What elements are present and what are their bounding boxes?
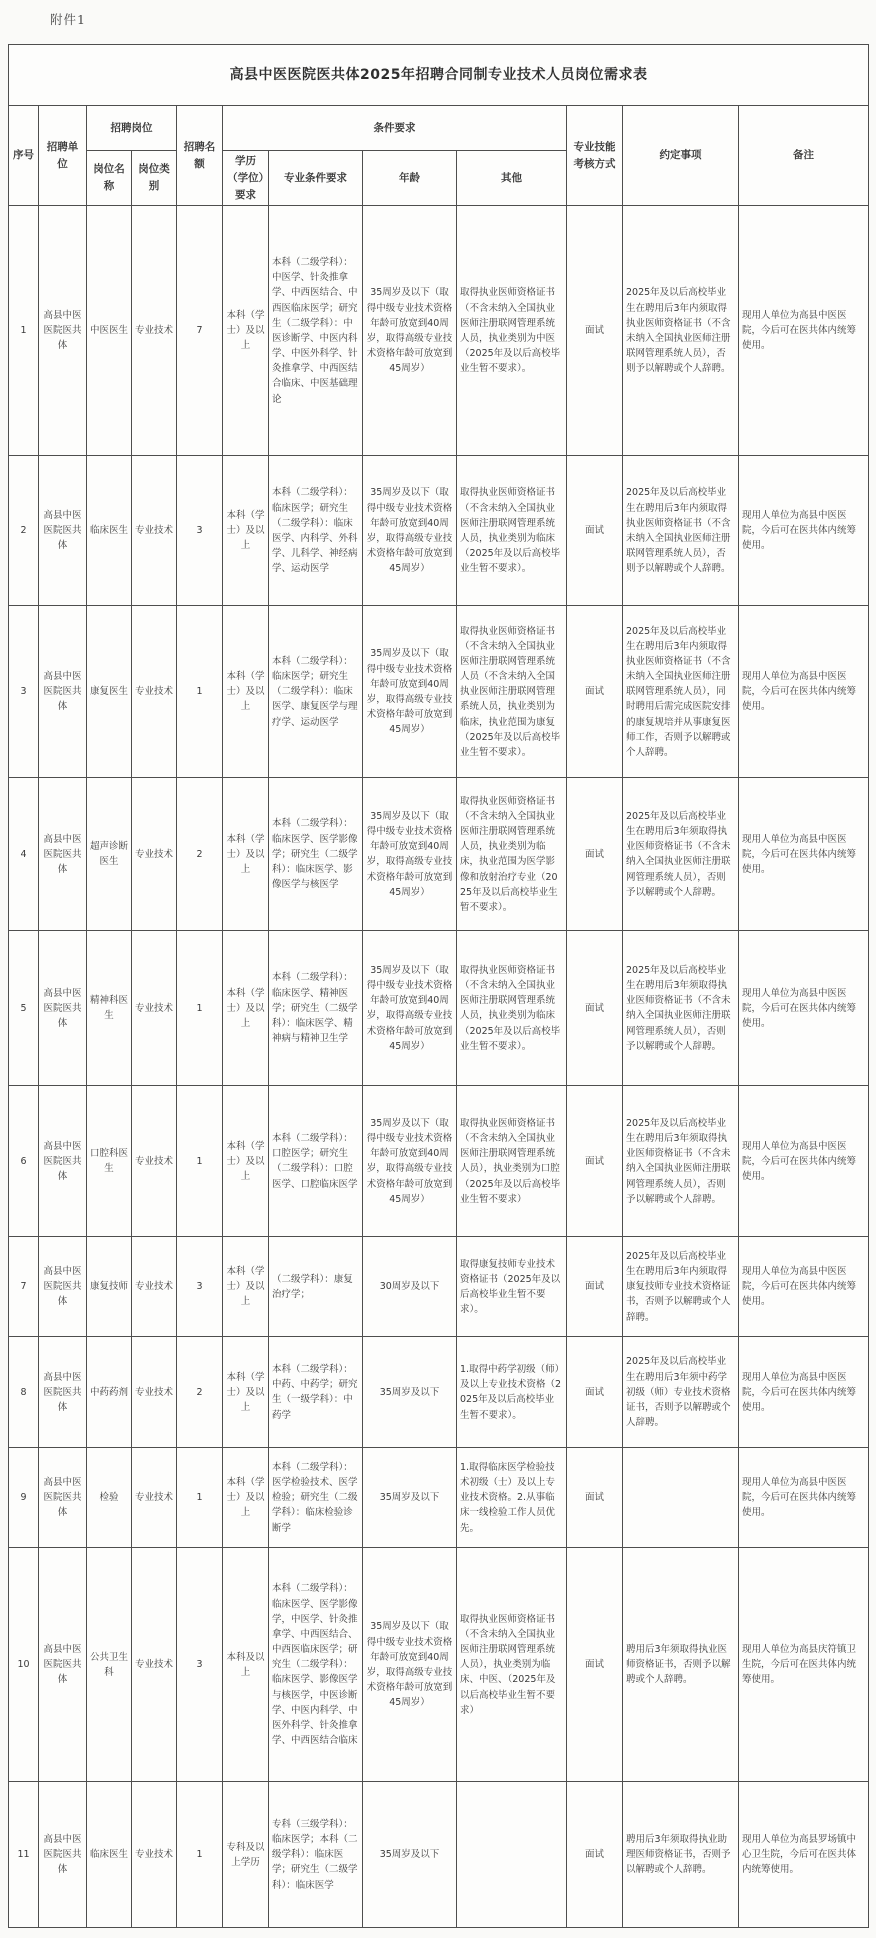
cell-post-name: 康复技师 — [87, 1237, 132, 1337]
header-remark: 备注 — [739, 106, 869, 206]
cell-age: 35周岁及以下（取得中级专业技术资格年龄可放宽到40周岁，取得高级专业技术资格年龄可放宽到45周岁） — [363, 1086, 457, 1237]
cell-major: 本科（二级学科）：临床医学、精神医学；研究生（二级学科）：临床医学、精神病与精神卫生学 — [269, 931, 363, 1086]
cell-agreement: 2025年及以后高校毕业生在聘用后3年须取得执业医师资格证书（不含未纳入全国执业医师注册联网管理系统人员），否则予以解聘或个人辞聘。 — [623, 931, 739, 1086]
cell-post-name: 中医医生 — [87, 206, 132, 456]
cell-quota: 2 — [177, 778, 223, 931]
cell-serial: 11 — [9, 1782, 39, 1928]
table-title: 高县中医医院医共体2025年招聘合同制专业技术人员岗位需求表 — [9, 45, 869, 106]
cell-unit: 高县中医医院医共体 — [39, 1782, 87, 1928]
header-condition-group: 条件要求 — [223, 106, 567, 151]
cell-education: 本科（学士）及以上 — [223, 778, 269, 931]
cell-other: 1.取得临床医学检验技术初级（士）及以上专业技术资格。2.从事临床一线检验工作人员优先。 — [457, 1448, 567, 1548]
cell-other: 取得执业医师资格证书（不含未纳入全国执业医师注册联网管理系统人员），执业类别为口腔（2025年及以后高校毕业生暂不要求） — [457, 1086, 567, 1237]
cell-other: 1.取得中药学初级（师）及以上专业技术资格（2025年及以后高校毕业生暂不要求）。 — [457, 1337, 567, 1448]
cell-education: 专科及以上学历 — [223, 1782, 269, 1928]
cell-age: 35周岁及以下（取得中级专业技术资格年龄可放宽到40周岁，取得高级专业技术资格年龄可放宽到45周岁） — [363, 1548, 457, 1782]
cell-serial: 4 — [9, 778, 39, 931]
cell-assess: 面试 — [567, 1086, 623, 1237]
cell-post-type: 专业技术 — [132, 606, 177, 778]
cell-education: 本科（学士）及以上 — [223, 1237, 269, 1337]
cell-agreement: 聘用后3年须取得执业助理医师资格证书，否则予以解聘或个人辞聘。 — [623, 1782, 739, 1928]
cell-agreement — [623, 1448, 739, 1548]
cell-assess: 面试 — [567, 1548, 623, 1782]
cell-age: 35周岁及以下（取得中级专业技术资格年龄可放宽到40周岁，取得高级专业技术资格年龄可放宽到45周岁） — [363, 778, 457, 931]
cell-remark: 现用人单位为高县中医医院，今后可在医共体内统筹使用。 — [739, 778, 869, 931]
cell-post-name: 中药药剂 — [87, 1337, 132, 1448]
cell-post-type: 专业技术 — [132, 1548, 177, 1782]
header-quota: 招聘名额 — [177, 106, 223, 206]
cell-remark: 现用人单位为高县中医医院，今后可在医共体内统筹使用。 — [739, 1237, 869, 1337]
cell-education: 本科及以上 — [223, 1548, 269, 1782]
header-assess: 专业技能考核方式 — [567, 106, 623, 206]
cell-post-name: 口腔科医生 — [87, 1086, 132, 1237]
cell-remark: 现用人单位为高县中医医院，今后可在医共体内统筹使用。 — [739, 606, 869, 778]
cell-post-name: 临床医生 — [87, 1782, 132, 1928]
recruitment-table — [8, 44, 869, 1928]
table-row — [9, 1086, 869, 1237]
cell-education: 本科（学士）及以上 — [223, 1337, 269, 1448]
table-row — [9, 1448, 869, 1548]
header-group-row — [9, 106, 869, 151]
cell-agreement: 2025年及以后高校毕业生在聘用后3年须取得执业医师资格证书（不含未纳入全国执业医师注册联网管理系统人员），否则予以解聘或个人辞聘。 — [623, 778, 739, 931]
cell-age: 35周岁及以下（取得中级专业技术资格年龄可放宽到40周岁，取得高级专业技术资格年龄可放宽到45周岁） — [363, 206, 457, 456]
header-post-name: 岗位名称 — [87, 151, 132, 206]
cell-education: 本科（学士）及以上 — [223, 1448, 269, 1548]
cell-major: 本科（二级学科）：口腔医学；研究生（二级学科）：口腔医学、口腔临床医学 — [269, 1086, 363, 1237]
cell-post-type: 专业技术 — [132, 1782, 177, 1928]
cell-quota: 3 — [177, 1548, 223, 1782]
cell-post-type: 专业技术 — [132, 1448, 177, 1548]
title-row — [9, 45, 869, 106]
table-body — [9, 206, 869, 1928]
cell-serial: 1 — [9, 206, 39, 456]
cell-quota: 3 — [177, 456, 223, 606]
cell-remark: 现用人单位为高县庆符镇卫生院，今后可在医共体内统筹使用。 — [739, 1548, 869, 1782]
cell-age: 35周岁及以下 — [363, 1448, 457, 1548]
cell-serial: 2 — [9, 456, 39, 606]
cell-agreement: 2025年及以后高校毕业生在聘用后3年内须取得康复技师专业技术资格证书，否则予以解聘或个人辞聘。 — [623, 1237, 739, 1337]
cell-post-name: 临床医生 — [87, 456, 132, 606]
cell-post-name: 康复医生 — [87, 606, 132, 778]
header-education: 学历（学位）要求 — [223, 151, 269, 206]
cell-major: 本科（二级学科）：临床医学；研究生（二级学科）：临床医学、内科学、外科学、儿科学、神经病学、运动医学 — [269, 456, 363, 606]
cell-unit: 高县中医医院医共体 — [39, 1237, 87, 1337]
cell-age: 35周岁及以下（取得中级专业技术资格年龄可放宽到40周岁，取得高级专业技术资格年龄可放宽到45周岁） — [363, 456, 457, 606]
cell-post-type: 专业技术 — [132, 778, 177, 931]
cell-post-name: 超声诊断医生 — [87, 778, 132, 931]
table-row — [9, 206, 869, 456]
cell-assess: 面试 — [567, 778, 623, 931]
cell-other: 取得康复技师专业技术资格证书（2025年及以后高校毕业生暂不要求）。 — [457, 1237, 567, 1337]
cell-post-name: 精神科医生 — [87, 931, 132, 1086]
cell-other — [457, 1782, 567, 1928]
cell-post-type: 专业技术 — [132, 1086, 177, 1237]
cell-major: 本科（二级学科）：临床医学、医学影像学；研究生（二级学科）：临床医学、影像医学与核医学 — [269, 778, 363, 931]
cell-post-type: 专业技术 — [132, 456, 177, 606]
cell-unit: 高县中医医院医共体 — [39, 1548, 87, 1782]
cell-major: 本科（二级学科）：中医学、针灸推拿学、中西医结合、中西医临床医学；研究生（二级学科）：中医诊断学、中医内科学、中医外科学、针灸推拿学、中西医结合临床、中医基础理论 — [269, 206, 363, 456]
cell-serial: 3 — [9, 606, 39, 778]
cell-assess: 面试 — [567, 1337, 623, 1448]
table-row — [9, 1337, 869, 1448]
cell-unit: 高县中医医院医共体 — [39, 1086, 87, 1237]
header-unit: 招聘单位 — [39, 106, 87, 206]
cell-assess: 面试 — [567, 931, 623, 1086]
table-row — [9, 778, 869, 931]
cell-serial: 7 — [9, 1237, 39, 1337]
cell-major: 本科（二级学科）：中药、中药学；研究生（一级学科）：中药学 — [269, 1337, 363, 1448]
cell-quota: 1 — [177, 1782, 223, 1928]
cell-assess: 面试 — [567, 1237, 623, 1337]
cell-remark: 现用人单位为高县中医医院，今后可在医共体内统筹使用。 — [739, 1337, 869, 1448]
header-other: 其他 — [457, 151, 567, 206]
header-post-type: 岗位类别 — [132, 151, 177, 206]
cell-unit: 高县中医医院医共体 — [39, 456, 87, 606]
cell-agreement: 2025年及以后高校毕业生在聘用后3年内须取得执业医师资格证书（不含未纳入全国执业医师注册联网管理系统人员），否则予以解聘或个人辞聘。 — [623, 206, 739, 456]
cell-agreement: 2025年及以后高校毕业生在聘用后3年内须取得执业医师资格证书（不含未纳入全国执业医师注册联网管理系统人员），同时聘用后需完成医院安排的康复规培并从事康复医师工作，否则予以解聘或个人辞聘。 — [623, 606, 739, 778]
cell-major: 本科（二级学科）：临床医学、医学影像学，中医学、针灸推拿学、中西医结合、中西医临床医学；研究生（二级学科）：临床医学、影像医学与核医学，中医诊断学、中医内科学、中医外科学、针灸推拿学、中西医结合临床 — [269, 1548, 363, 1782]
cell-serial: 5 — [9, 931, 39, 1086]
attachment-label: 附件1 — [50, 12, 86, 27]
cell-post-name: 检验 — [87, 1448, 132, 1548]
table-row — [9, 1782, 869, 1928]
header-age: 年龄 — [363, 151, 457, 206]
cell-other: 取得执业医师资格证书（不含未纳入全国执业医师注册联网管理系统人员，执业类别为中医（2025年及以后高校毕业生暂不要求）。 — [457, 206, 567, 456]
cell-remark: 现用人单位为高县中医医院，今后可在医共体内统筹使用。 — [739, 456, 869, 606]
cell-age: 35周岁及以下 — [363, 1337, 457, 1448]
cell-major: 本科（二级学科）：临床医学；研究生（二级学科）：临床医学、康复医学与理疗学、运动医学 — [269, 606, 363, 778]
table-row — [9, 456, 869, 606]
cell-major: 专科（三级学科）：临床医学；本科（二级学科）：临床医学；研究生（二级学科）：临床医学 — [269, 1782, 363, 1928]
cell-remark: 现用人单位为高县中医医院，今后可在医共体内统筹使用。 — [739, 931, 869, 1086]
cell-post-type: 专业技术 — [132, 206, 177, 456]
cell-education: 本科（学士）及以上 — [223, 456, 269, 606]
cell-major: （二级学科）：康复治疗学； — [269, 1237, 363, 1337]
cell-education: 本科（学士）及以上 — [223, 931, 269, 1086]
cell-agreement: 聘用后3年须取得执业医师资格证书，否则予以解聘或个人辞聘。 — [623, 1548, 739, 1782]
cell-post-name: 公共卫生科 — [87, 1548, 132, 1782]
cell-major: 本科（二级学科）：医学检验技术、医学检验；研究生（二级学科）：临床检验诊断学 — [269, 1448, 363, 1548]
cell-serial: 6 — [9, 1086, 39, 1237]
cell-serial: 10 — [9, 1548, 39, 1782]
cell-unit: 高县中医医院医共体 — [39, 206, 87, 456]
cell-assess: 面试 — [567, 1782, 623, 1928]
cell-other: 取得执业医师资格证书（不含未纳入全国执业医师注册联网管理系统人员（不含未纳入全国执业医师注册联网管理系统人员，执业类别为临床，执业范围为康复（2025年及以后高校毕业生暂不要求）。 — [457, 606, 567, 778]
cell-quota: 2 — [177, 1337, 223, 1448]
header-major: 专业条件要求 — [269, 151, 363, 206]
cell-agreement: 2025年及以后高校毕业生在聘用后3年须取得执业医师资格证书（不含未纳入全国执业医师注册联网管理系统人员），否则予以解聘或个人辞聘。 — [623, 1086, 739, 1237]
cell-remark: 现用人单位为高县中医医院，今后可在医共体内统筹使用。 — [739, 1448, 869, 1548]
cell-other: 取得执业医师资格证书（不含未纳入全国执业医师注册联网管理系统人员，执业类别为临床，执业范围为医学影像和放射治疗专业（2025年及以后高校毕业生暂不要求）。 — [457, 778, 567, 931]
table-row — [9, 606, 869, 778]
cell-remark: 现用人单位为高县中医医院，今后可在医共体内统筹使用。 — [739, 1086, 869, 1237]
cell-age: 35周岁及以下（取得中级专业技术资格年龄可放宽到40周岁，取得高级专业技术资格年龄可放宽到45周岁） — [363, 606, 457, 778]
cell-remark: 现用人单位为高县中医医院，今后可在医共体内统筹使用。 — [739, 206, 869, 456]
cell-post-type: 专业技术 — [132, 931, 177, 1086]
table-row — [9, 931, 869, 1086]
cell-serial: 8 — [9, 1337, 39, 1448]
cell-remark: 现用人单位为高县罗场镇中心卫生院，今后可在医共体内统筹使用。 — [739, 1782, 869, 1928]
table-header — [9, 45, 869, 206]
cell-education: 本科（学士）及以上 — [223, 206, 269, 456]
cell-quota: 1 — [177, 1086, 223, 1237]
cell-assess: 面试 — [567, 606, 623, 778]
table-row — [9, 1548, 869, 1782]
cell-education: 本科（学士）及以上 — [223, 1086, 269, 1237]
cell-unit: 高县中医医院医共体 — [39, 778, 87, 931]
cell-other: 取得执业医师资格证书（不含未纳入全国执业医师注册联网管理系统人员，执业类别为临床（2025年及以后高校毕业生暂不要求）。 — [457, 931, 567, 1086]
header-post-group: 招聘岗位 — [87, 106, 177, 151]
cell-serial: 9 — [9, 1448, 39, 1548]
cell-assess: 面试 — [567, 206, 623, 456]
cell-other: 取得执业医师资格证书（不含未纳入全国执业医师注册联网管理系统人员），执业类别为临床、中医、（2025年及以后高校毕业生暂不要求） — [457, 1548, 567, 1782]
cell-assess: 面试 — [567, 1448, 623, 1548]
cell-other: 取得执业医师资格证书（不含未纳入全国执业医师注册联网管理系统人员，执业类别为临床（2025年及以后高校毕业生暂不要求）。 — [457, 456, 567, 606]
cell-quota: 1 — [177, 606, 223, 778]
cell-quota: 1 — [177, 1448, 223, 1548]
cell-unit: 高县中医医院医共体 — [39, 1448, 87, 1548]
cell-unit: 高县中医医院医共体 — [39, 1337, 87, 1448]
cell-age: 35周岁及以下 — [363, 1782, 457, 1928]
cell-agreement: 2025年及以后高校毕业生在聘用后3年须中药学初级（师）专业技术资格证书，否则予以解聘或个人辞聘。 — [623, 1337, 739, 1448]
table-row — [9, 1237, 869, 1337]
cell-assess: 面试 — [567, 456, 623, 606]
cell-post-type: 专业技术 — [132, 1337, 177, 1448]
cell-unit: 高县中医医院医共体 — [39, 931, 87, 1086]
cell-education: 本科（学士）及以上 — [223, 606, 269, 778]
cell-agreement: 2025年及以后高校毕业生在聘用后3年内须取得执业医师资格证书（不含未纳入全国执业医师注册联网管理系统人员），否则予以解聘或个人辞聘。 — [623, 456, 739, 606]
cell-quota: 1 — [177, 931, 223, 1086]
cell-quota: 7 — [177, 206, 223, 456]
cell-post-type: 专业技术 — [132, 1237, 177, 1337]
cell-unit: 高县中医医院医共体 — [39, 606, 87, 778]
cell-quota: 3 — [177, 1237, 223, 1337]
header-serial: 序号 — [9, 106, 39, 206]
cell-age: 35周岁及以下（取得中级专业技术资格年龄可放宽到40周岁，取得高级专业技术资格年龄可放宽到45周岁） — [363, 931, 457, 1086]
cell-age: 30周岁及以下 — [363, 1237, 457, 1337]
header-agreement: 约定事项 — [623, 106, 739, 206]
